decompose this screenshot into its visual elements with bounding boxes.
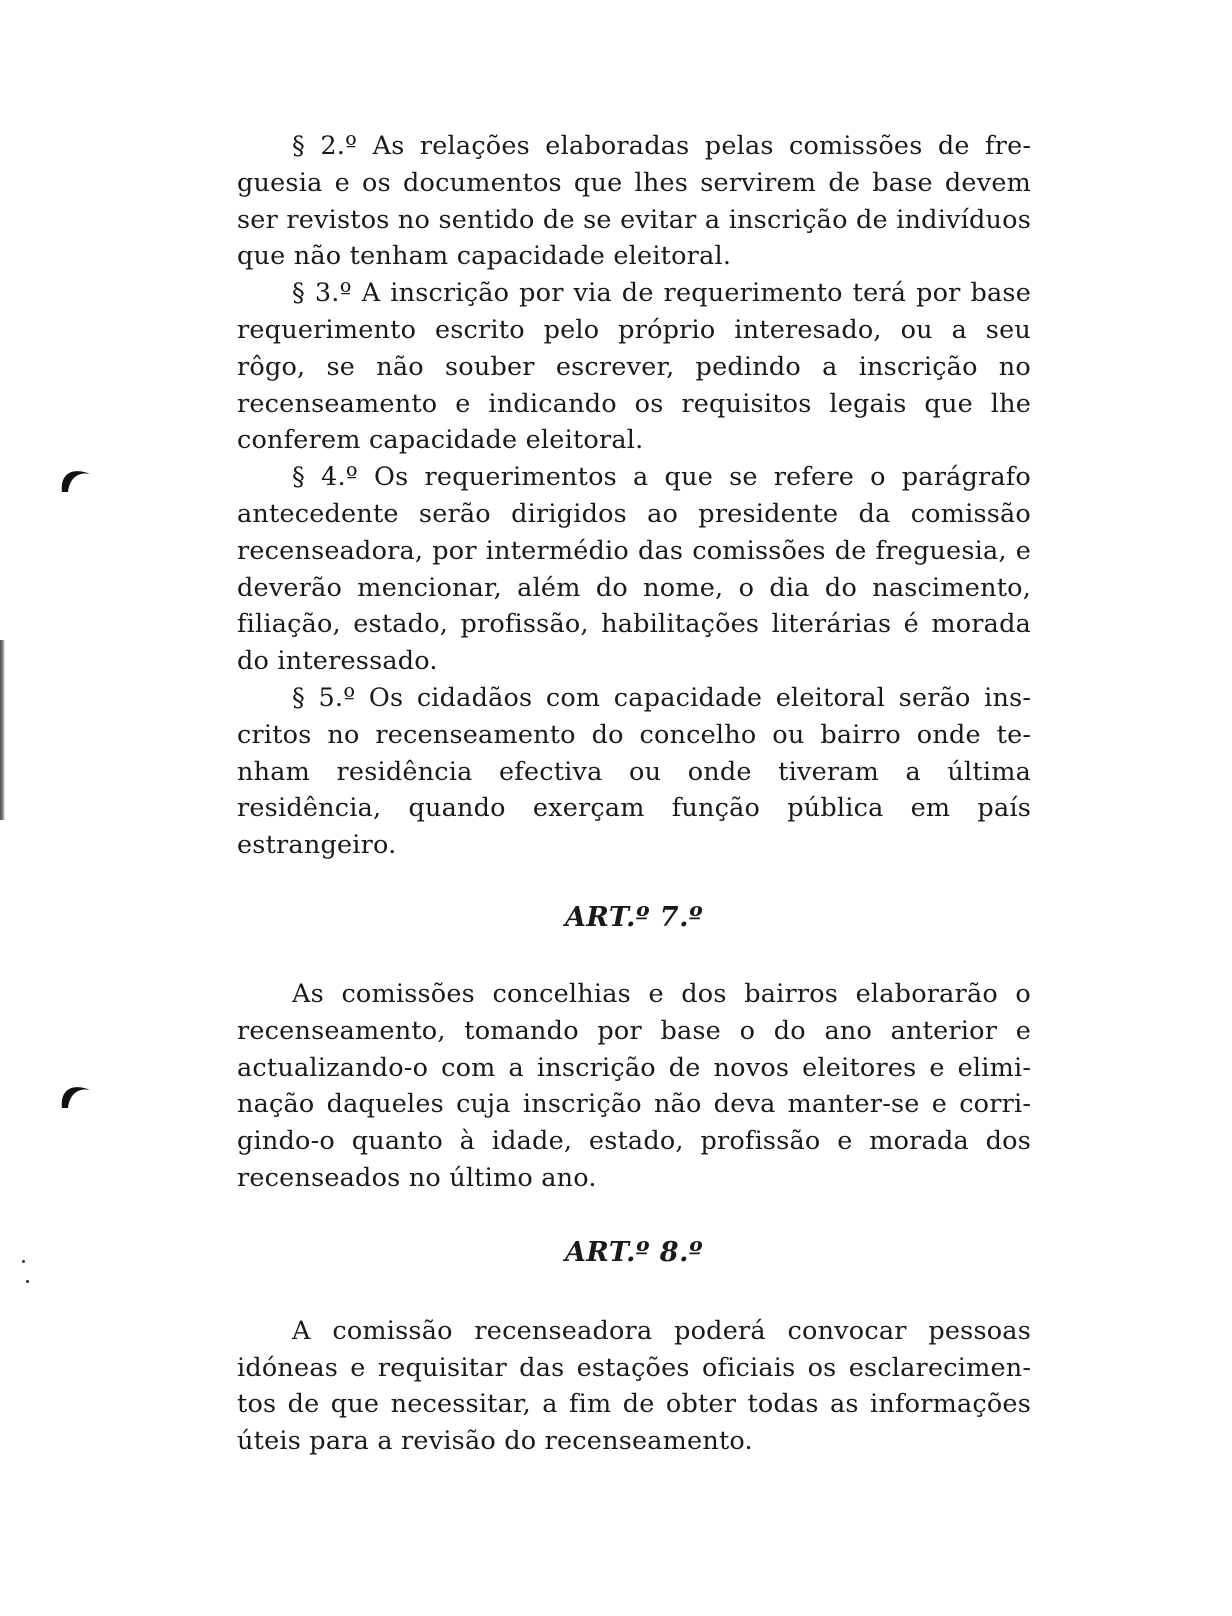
paragraph-section-5: § 5.º Os cidadãos com capacidade eleitoral serão inscritos no recenseamento do concelho ou bairro onde tenham residência efectiva ou onde tiveram a última residência, quando exerçam função pública em país estrangeiro. — [237, 682, 1031, 861]
binding-hole-icon — [58, 462, 92, 496]
article-8-paragraph: A comissão recenseadora poderá convocar pessoas idóneas e requisitar das estações oficiais os esclarecimentos de que necessitar, a fim de obter todas as informações úteis para a revisão do recenseamento. — [237, 1315, 1031, 1457]
paragraph-section-3: § 3.º A inscrição por via de requerimento terá por base requerimento escrito pelo próprio interesado, ou a seu rôgo, se não souber escrever, pedindo a inscrição no recenseamento e indicando os requisitos legais que lhe conferem capacidade eleitoral. — [237, 278, 1031, 456]
article-8-heading: ART.º 8.º — [564, 1236, 703, 1268]
paragraph-section-4: § 4.º Os requerimentos a que se refere o parágrafo antecedente serão dirigidos ao presidente da comissão recenseadora, por intermédio das comissões de freguesia, e deverão mencionar, além do nome, o dia do nascimento, filiação, estado, profissão, habilitações literárias é morada do interessado. — [237, 462, 1031, 677]
scan-speck — [26, 1280, 29, 1283]
binding-hole-icon — [58, 1078, 92, 1112]
scan-edge-shadow — [0, 640, 5, 820]
paragraph-section-2: § 2.º As relações elaboradas pelas comissões de freguesia e os documentos que lhes servirem de base devem ser revistos no sentido de se evitar a inscrição de indivíduos que não tenham capacidade eleitoral. — [237, 131, 1031, 272]
article-7-paragraph: As comissões concelhias e dos bairros elaborarão o recenseamento, tomando por base o do ano anterior e actualizando-o com a inscrição de novos eleitores e eliminação daqueles cuja inscrição não deva manter-se e corrigindo-o quanto à idade, estado, profissão e morada dos recenseados no último ano. — [237, 978, 1031, 1193]
article-7-heading: ART.º 7.º — [564, 901, 703, 933]
text-column — [237, 128, 1031, 1460]
scan-speck — [22, 1260, 25, 1263]
